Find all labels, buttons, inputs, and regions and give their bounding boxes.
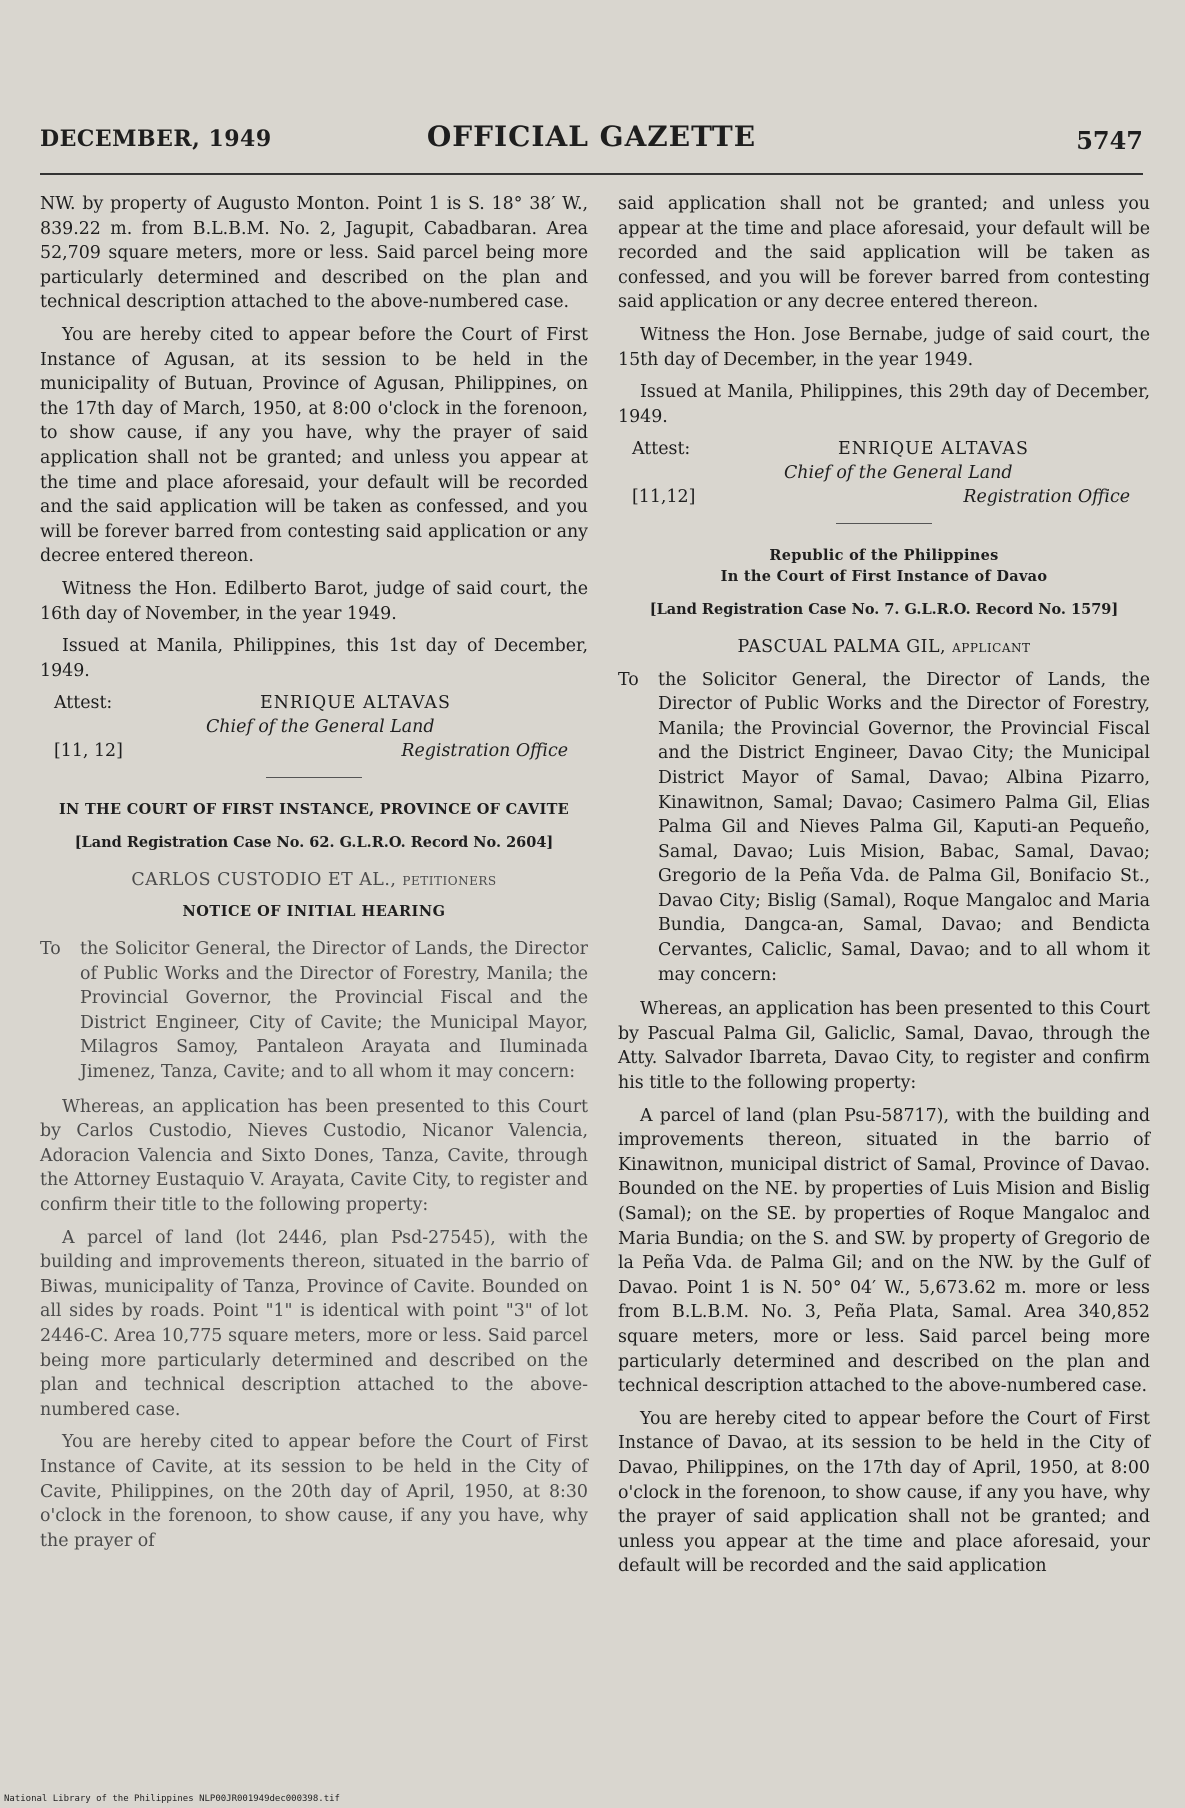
right-paragraph-1: said application shall not be granted; and unless you appear at the time and place aforesaid, your default will be recorded and the said application will be taken as confessed, and you will be forever barred from contesting said application or any decree entered thereon. [618,194,1150,313]
page-header [40,120,1143,170]
addressee-block [618,668,1150,988]
header-rule [40,173,1143,175]
attest-reference: [11, 12] [54,741,123,762]
left-paragraph-5: Whereas, an application has been presented to this Court by Carlos Custodio, Nieves Custodio, Nicanor Valencia, Adoracion Valencia and Sixto Dones, Tanza, Cavite, through the Attorney Eustaquio V. Arayata, Cavite City, to register and confirm their title to the following property: [40,1096,588,1215]
addressee-text: the Solicitor General, the Director of Lands, the Director of Public Works and the Director of Forestry, Manila; the Provincial Governor, the Provincial Fiscal and the District Engineer, Davao City; the Municipal District Mayor of Samal, Davao; Albina Pizarro, Kinawitnon, Samal; Davao; Casimero Palma Gil, Elias Palma Gil and Nieves Palma Gil, Kaputi-an Pequeño, Samal, Davao; Luis Mision, Babac, Samal, Davao; Gregorio de la Peña Vda. de Palma Gil, Bonifacio St., Davao City; Bislig (Samal), Roque Mangaloc and Maria Bundia, Dangca-an, Samal, Davao; and Bendicta Cervantes, Caliclic, Samal, Davao; and to all whom it may concern: [658,669,1150,985]
republic-line: Republic of the Philippines [769,547,999,565]
right-paragraph-4: Whereas, an application has been presented to this Court by Pascual Palma Gil, Galiclic, Samal, Davao, through the Atty. Salvador Ibarreta, Davao City, to register and confirm his title to the following property: [618,999,1150,1094]
left-paragraph-6: A parcel of land (lot 2446, plan Psd-27545), with the building and improvements thereon, situated in the barrio of Biwas, municipality of Tanza, Province of Cavite. Bounded on all sides by roads. Point "1" is identical with point "3" of lot 2446-C. Area 10,775 square meters, more or less. Said parcel being more particularly determined and described on the plan and technical description attached to the above-numbered case. [40,1227,588,1420]
left-paragraph-7: You are hereby cited to appear before the Court of First Instance of Cavite, at its session to be held in the City of Cavite, Philippines, on the 20th day of April, 1950, at 8:30 o'clock in the forenoon, to show cause, if any you have, why the prayer of [40,1432,588,1551]
section-separator [836,523,932,524]
court-heading: IN THE COURT OF FIRST INSTANCE, PROVINCE OF CAVITE [58,801,570,819]
right-paragraph-2: Witness the Hon. Jose Bernabe, judge of said court, the 15th day of December, in the year 1949. [618,324,1150,370]
left-attest-block [40,691,588,767]
attest-title-line2: Registration Office [963,487,1130,508]
left-column [40,192,588,1561]
right-attest-block [618,437,1150,513]
attest-label: Attest: [54,693,113,714]
addressee-to: To [618,669,639,690]
case-heading: [Land Registration Case No. 62. G.L.R.O. Record No. 2604] [74,834,554,852]
right-paragraph-6: You are hereby cited to appear before the Court of First Instance of Davao, at its session to be held in the City of Davao, Philippines, on the 17th day of April, 1950, at 8:00 o'clock in the forenoon, to show cause, if any you have, why the prayer of said application shall not be granted; and unless you appear at the time and place aforesaid, your default will be recorded and the said application [618,1408,1150,1577]
notice-heading: NOTICE OF INITIAL HEARING [182,903,446,921]
attest-title-line2: Registration Office [401,741,568,762]
addressee-text: the Solicitor General, the Director of Lands, the Director of Public Works and the Director of Forestry, Manila; the Provincial Governor, the Provincial Fiscal and the District Engineer, City of Cavite; the Municipal Mayor, Milagros Samoy, Pantaleon Arayata and Iluminada Jimenez, Tanza, Cavite; and to all whom it may concern: [80,939,588,1083]
attest-name: ENRIQUE ALTAVAS [838,439,1029,460]
left-paragraph-4: Issued at Manila, Philippines, this 1st day of December, 1949. [40,636,588,681]
party-line: PASCUAL PALMA GIL, applicant [737,636,1031,657]
scan-footer: National Library of the Philippines NLP00JR001949dec000398.tif [4,1794,340,1804]
attest-reference: [11,12] [632,487,696,508]
header-title: OFFICIAL GAZETTE [426,120,757,153]
attest-title-line1: Chief of the General Land [206,717,435,738]
header-page-number: 5747 [1076,126,1143,155]
addressee-to: To [40,939,61,960]
attest-name: ENRIQUE ALTAVAS [260,693,451,714]
party-line: CARLOS CUSTODIO ET AL., petitioners [131,869,497,890]
attest-title-line1: Chief of the General Land [784,463,1013,484]
attest-label: Attest: [632,439,691,460]
left-paragraph-2: You are hereby cited to appear before the Court of First Instance of Agusan, at its session to be held in the municipality of Butuan, Province of Agusan, Philippines, on the 17th day of March, 1950, at 8:00 o'clock in the forenoon, to show cause, if any you have, why the prayer of said application shall not be granted; and unless you appear at the time and place aforesaid, your default will be recorded and the said application will be taken as confessed, and you will be forever barred from contesting said application or any decree entered thereon. [40,324,588,567]
right-paragraph-5: A parcel of land (plan Psu-58717), with the building and improvements thereon, situated in the barrio of Kinawitnon, municipal district of Samal, Province of Davao. Bounded on the NE. by properties of Luis Mision and Bislig (Samal); on the SE. by properties of Roque Mangaloc and Maria Bundia; on the S. and SW. by property of Gregorio de la Peña Vda. de Palma Gil; and on the NW. by the Gulf of Davao. Point 1 is N. 50° 04′ W., 5,673.62 m. more or less from B.L.B.M. No. 3, Peña Plata, Samal. Area 340,852 square meters, more or less. Said parcel being more particularly determined and described on the plan and technical description attached to the above-numbered case. [618,1105,1150,1397]
case-heading: [Land Registration Case No. 7. G.L.R.O. Record No. 1579] [649,601,1119,619]
right-column [618,192,1150,1587]
addressee-block [40,937,588,1085]
header-date: DECEMBER, 1949 [40,126,272,152]
section-separator [266,777,362,778]
right-paragraph-3: Issued at Manila, Philippines, this 29th day of December, 1949. [618,382,1150,427]
left-paragraph-3: Witness the Hon. Edilberto Barot, judge of said court, the 16th day of November, in the year 1949. [40,578,588,624]
court-heading: In the Court of First Instance of Davao [720,568,1048,586]
left-paragraph-1: NW. by property of Augusto Monton. Point 1 is S. 18° 38′ W., 839.22 m. from B.L.B.M. No. 2, Jagupit, Cabadbaran. Area 52,709 square meters, more or less. Said parcel being more particularly determined and described on the plan and technical description attached to the above-numbered case. [40,194,588,313]
